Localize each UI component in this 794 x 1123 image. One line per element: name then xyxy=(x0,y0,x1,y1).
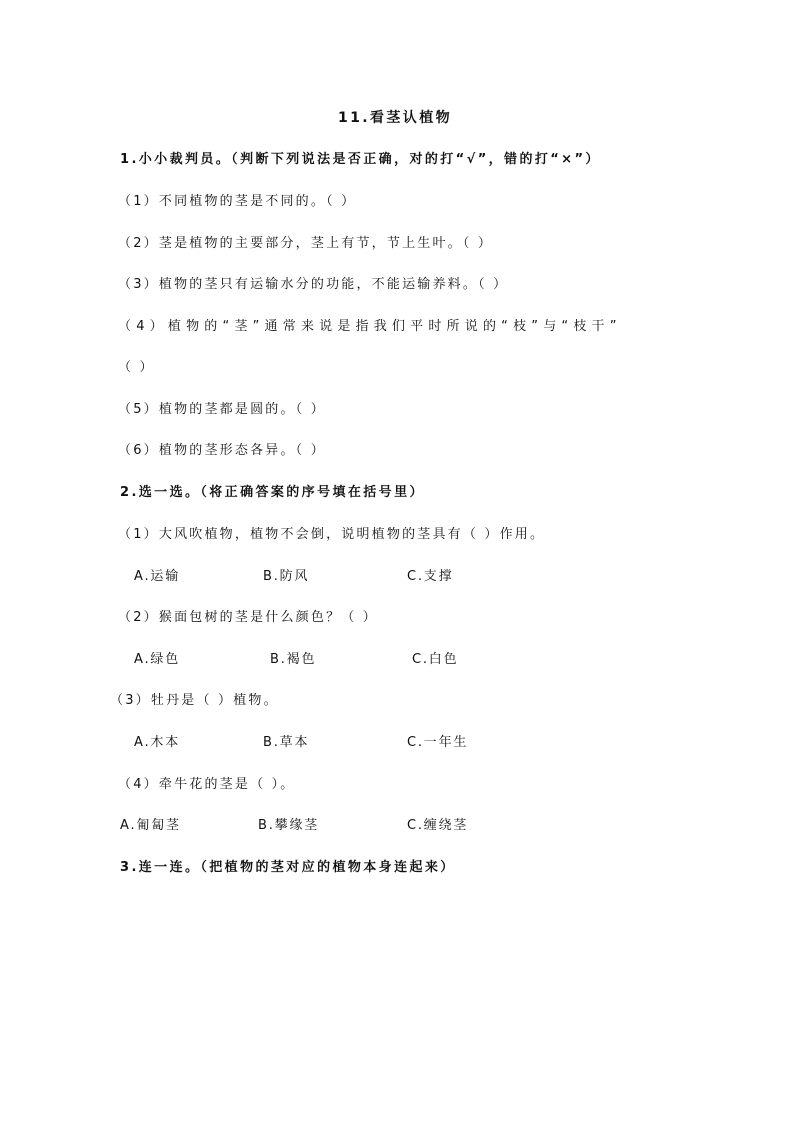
judge-item-3: （3）植物的茎只有运输水分的功能，不能运输养料。（ ） xyxy=(118,277,509,292)
choice-q4-option-c: C.缠绕茎 xyxy=(407,818,469,833)
section2-heading: 2.选一选。（将正确答案的序号填在括号里） xyxy=(120,485,425,500)
choice-q2-option-b: B.褐色 xyxy=(270,652,317,667)
choice-q3-option-c: C.一年生 xyxy=(407,735,469,750)
choice-q3-option-b: B.草本 xyxy=(263,735,310,750)
choice-q4-option-a: A.匍匐茎 xyxy=(120,818,181,833)
choice-q3-option-a: A.木本 xyxy=(134,735,180,750)
judge-item-5: （5）植物的茎都是圆的。（ ） xyxy=(118,402,326,417)
judge-item-6: （6）植物的茎形态各异。（ ） xyxy=(118,443,326,458)
choice-q1-option-a: A.运输 xyxy=(134,569,180,584)
choice-question-3: （3）牡丹是（ ）植物。 xyxy=(110,693,279,708)
judge-item-4-blank: （ ） xyxy=(118,360,155,375)
judge-item-1: （1）不同植物的茎是不同的。（ ） xyxy=(118,194,357,209)
choice-q2-option-c: C.白色 xyxy=(412,652,459,667)
choice-q1-option-c: C.支撑 xyxy=(407,569,454,584)
judge-item-4: （4）植物的“茎”通常来说是指我们平时所说的“枝”与“枝干” xyxy=(118,319,622,334)
choice-question-1: （1）大风吹植物，植物不会倒，说明植物的茎具有（ ）作用。 xyxy=(118,527,546,542)
choice-q4-option-b: B.攀缘茎 xyxy=(258,818,320,833)
section1-heading: 1.小小裁判员。（判断下列说法是否正确，对的打“√”，错的打“×”） xyxy=(120,152,601,167)
judge-item-2: （2）茎是植物的主要部分，茎上有节，节上生叶。（ ） xyxy=(118,236,494,251)
choice-question-4: （4）牵牛花的茎是（ ）。 xyxy=(118,777,296,792)
section3-heading: 3.连一连。（把植物的茎对应的植物本身连起来） xyxy=(120,860,456,875)
choice-question-2: （2）猴面包树的茎是什么颜色？（ ） xyxy=(118,610,379,625)
choice-q2-option-a: A.绿色 xyxy=(134,652,180,667)
choice-q1-option-b: B.防风 xyxy=(263,569,310,584)
page-title: 11.看茎认植物 xyxy=(338,110,453,126)
